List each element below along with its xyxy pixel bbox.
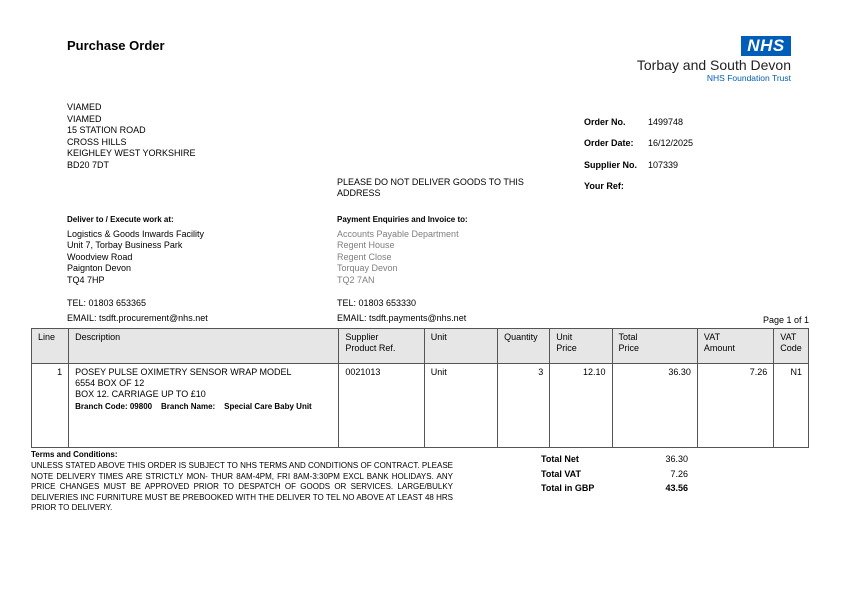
payment-block (337, 214, 468, 324)
cell-total-price: 36.30 (612, 364, 697, 448)
col-supplier-ref: Supplier Product Ref. (339, 329, 424, 364)
branch-name-label: Branch Name: (160, 402, 216, 411)
table-row (32, 364, 809, 448)
supplier-address (67, 102, 196, 171)
cell-unit-price: 12.10 (550, 364, 612, 448)
col-description: Description (69, 329, 339, 364)
totals-block (541, 454, 688, 498)
description-line: BOX 12. CARRIAGE UP TO £10 (75, 389, 206, 399)
payment-line: Regent Close (337, 251, 392, 262)
col-vat-code: VAT Code (774, 329, 809, 364)
col-vat-amount: VAT Amount (697, 329, 773, 364)
deliver-line: Woodview Road (67, 251, 133, 262)
cell-vat-code: N1 (774, 364, 809, 448)
branch-code-label: Branch Code: (75, 402, 128, 411)
page-indicator: Page 1 of 1 (762, 315, 809, 325)
cell-supplier-ref: 0021013 (339, 364, 424, 448)
total-net-value: 36.30 (665, 454, 688, 464)
deliver-email: EMAIL: tsdft.procurement@nhs.net (67, 312, 208, 323)
payment-email: EMAIL: tsdft.payments@nhs.net (337, 312, 467, 323)
deliver-to-block (67, 214, 208, 324)
cell-vat-amount: 7.26 (697, 364, 773, 448)
total-net-row (541, 454, 688, 469)
total-vat-value: 7.26 (670, 468, 688, 479)
payment-line: Accounts Payable Department (337, 228, 459, 239)
branch-code: 09800 (129, 402, 153, 411)
supplier-line: 15 STATION ROAD (67, 125, 146, 135)
cell-description (69, 364, 339, 448)
table-header-row (32, 329, 809, 364)
terms-heading: Terms and Conditions: (31, 450, 118, 459)
your-ref-row (584, 181, 624, 191)
payment-line: Torquay Devon (337, 263, 398, 273)
description-line: 6554 BOX OF 12 (75, 378, 145, 388)
supplier-line: VIAMED (67, 113, 102, 124)
supplier-line: BD20 7DT (67, 159, 110, 170)
order-no-label: Order No. (584, 117, 626, 127)
total-gbp-row (541, 483, 688, 498)
col-line: Line (32, 329, 69, 364)
supplier-no-value: 107339 (648, 160, 679, 170)
supplier-no-row (584, 160, 679, 170)
your-ref-label: Your Ref: (584, 181, 624, 191)
col-unit-price: Unit Price (550, 329, 612, 364)
col-quantity: Quantity (498, 329, 550, 364)
total-gbp-label: Total in GBP (541, 483, 595, 493)
total-vat-label: Total VAT (541, 468, 581, 479)
payment-line: TQ2 7AN (337, 274, 375, 285)
col-unit: Unit (424, 329, 497, 364)
total-net-label: Total Net (541, 454, 579, 464)
col-total-price: Total Price (612, 329, 697, 364)
branch-name: Special Care Baby Unit (224, 402, 312, 411)
order-date-label: Order Date: (584, 138, 634, 148)
cell-unit: Unit (424, 364, 497, 448)
order-date-row (584, 138, 694, 148)
supplier-line: CROSS HILLS (67, 136, 127, 147)
deliver-tel: TEL: 01803 653365 (67, 298, 147, 308)
payment-tel: TEL: 01803 653330 (337, 298, 417, 308)
cell-quantity: 3 (498, 364, 550, 448)
order-date-value: 16/12/2025 (648, 138, 694, 148)
nhs-logo: NHS (741, 36, 791, 56)
supplier-no-label: Supplier No. (584, 160, 638, 170)
deliver-line: Unit 7, Torbay Business Park (67, 240, 183, 250)
deliver-line: Paignton Devon (67, 263, 132, 273)
payment-line: Regent House (337, 240, 395, 250)
deliver-line: Logistics & Goods Inwards Facility (67, 228, 205, 239)
order-no-row (584, 117, 684, 127)
branch-info (75, 401, 332, 412)
deliver-to-heading: Deliver to / Execute work at: (67, 215, 174, 224)
org-subtitle: NHS Foundation Trust (706, 73, 791, 83)
order-no-value: 1499748 (648, 117, 684, 127)
supplier-line: VIAMED (67, 102, 102, 112)
org-name: Torbay and South Devon (636, 57, 791, 73)
cell-line: 1 (32, 364, 69, 448)
order-lines-table (31, 328, 809, 448)
page-title: Purchase Order (67, 38, 165, 53)
payment-heading: Payment Enquiries and Invoice to: (337, 215, 468, 224)
description-line: POSEY PULSE OXIMETRY SENSOR WRAP MODEL (75, 367, 292, 377)
total-gbp-value: 43.56 (665, 483, 688, 493)
deliver-line: TQ4 7HP (67, 274, 105, 285)
supplier-line: KEIGHLEY WEST YORKSHIRE (67, 148, 196, 158)
total-vat-row (541, 469, 688, 484)
terms-text: UNLESS STATED ABOVE THIS ORDER IS SUBJECT TO NHS TERMS AND CONDITIONS OF CONTRACT. PLEASE NOTE DELIVERY TIMES ARE STRICTLY MON- THUR 8AM-4PM, FRI 8AM-3:30PM EXCL BANK HOLIDAYS. ANY PRICE CHANGES MUST BE APPROVED PRIOR TO DESPATCH OF GOODS OR SERVICES. LARGE/BULKY DELIVERIES INC FURNITURE MUST BE PREBOOKED WITH THE DELIVER TO TEL NO ABOVE AT LEAST 48 HRS PRIOR TO DELIVERY. (31, 461, 453, 512)
delivery-notice: PLEASE DO NOT DELIVER GOODS TO THIS ADDRESS (337, 177, 524, 198)
